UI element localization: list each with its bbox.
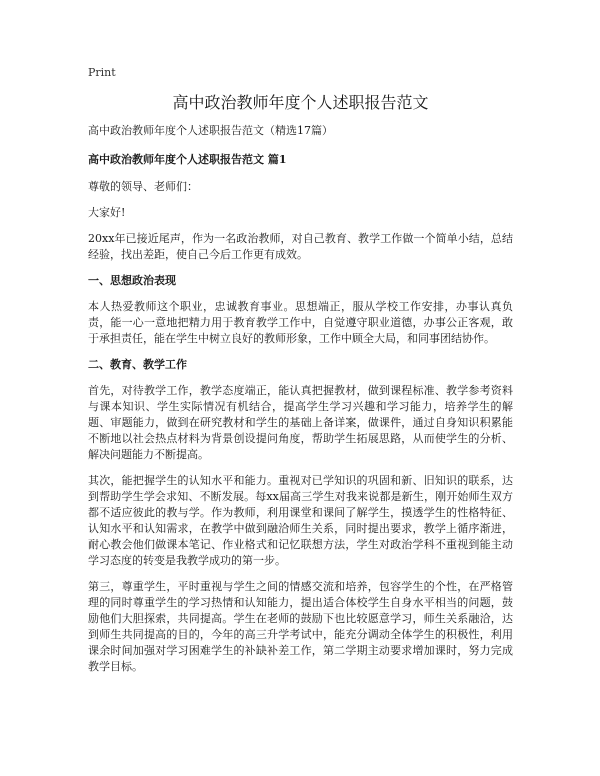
intro-paragraph: 20xx年已接近尾声，作为一名政治教师，对自己教育、教学工作做一个简单小结，总结经验，找出差距，使自己今后工作更有成效。 [88, 232, 513, 261]
section-heading-1: 一、思想政治表现 [88, 274, 176, 287]
document-page [88, 66, 513, 685]
section-1-paragraph: 本人热爱教师这个职业，忠诚教育事业。思想端正，服从学校工作安排，办事认真负责，能一心一意地把精力用于教育教学工作中，自觉遵守职业道德，办事公正客观，敢于承担责任，能在学生中树立良好的教师形象，工作中顾全大局，和同事团结协作。 [88, 300, 513, 345]
section-heading-2: 二、教育、教学工作 [88, 358, 187, 371]
hello-line: 大家好! [88, 206, 126, 219]
section-2-paragraph-2: 其次，能把握学生的认知水平和能力。重视对已学知识的巩固和新、旧知识的联系，达到帮助学生学会求知、不断发展。每xx届高三学生对我来说都是新生，刚开始师生双方都不适应彼此的教与学。作为教师，利用课堂和课间了解学生，摸透学生的性格特征、认知水平和认知需求，在教学中做到融洽师生关系，同时提出要求，教学上循序渐进，耐心教会他们做课本笔记、作业格式和记忆联想方法，学生对政治学科不重视到能主动学习态度的转变是我教学成功的第一步。 [88, 474, 513, 567]
page-title: 高中政治教师年度个人述职报告范文 [172, 93, 429, 112]
section-2-paragraph-1: 首先，对待教学工作，教学态度端正，能认真把握教材，做到课程标准、教学参考资料与课本知识、学生实际情况有机结合，提高学生学习兴趣和学习能力，培养学生的解题、审题能力，做到在研究教材和学生的基础上备详案，做课件，通过自身知识积累能不断地以社会热点材料为背景创设提问角度，帮助学生拓展思路，从而使学生的分析、解决问题能力不断提高。 [88, 384, 513, 461]
document-subtitle: 高中政治教师年度个人述职报告范文（精选17篇） [88, 124, 333, 137]
part-heading: 高中政治教师年度个人述职报告范文 篇1 [88, 153, 287, 166]
greeting-line: 尊敬的领导、老师们： [88, 180, 198, 193]
section-2-paragraph-3: 第三，尊重学生，平时重视与学生之间的情感交流和培养，包容学生的个性，在严格管理的同时尊重学生的学习热情和认知能力，提出适合体校学生自身水平相当的问题，鼓励他们大胆探索，共同提高。学生在老师的鼓励下也比较愿意学习，师生关系融洽，达到师生共同提高的目的，今年的高三升学考试中，能充分调动全体学生的积极性，利用课余时间加强对学习困难学生的补缺补差工作，第二学期主动要求增加课时，努力完成教学目标。 [88, 580, 513, 673]
print-label[interactable]: Print [88, 66, 116, 79]
